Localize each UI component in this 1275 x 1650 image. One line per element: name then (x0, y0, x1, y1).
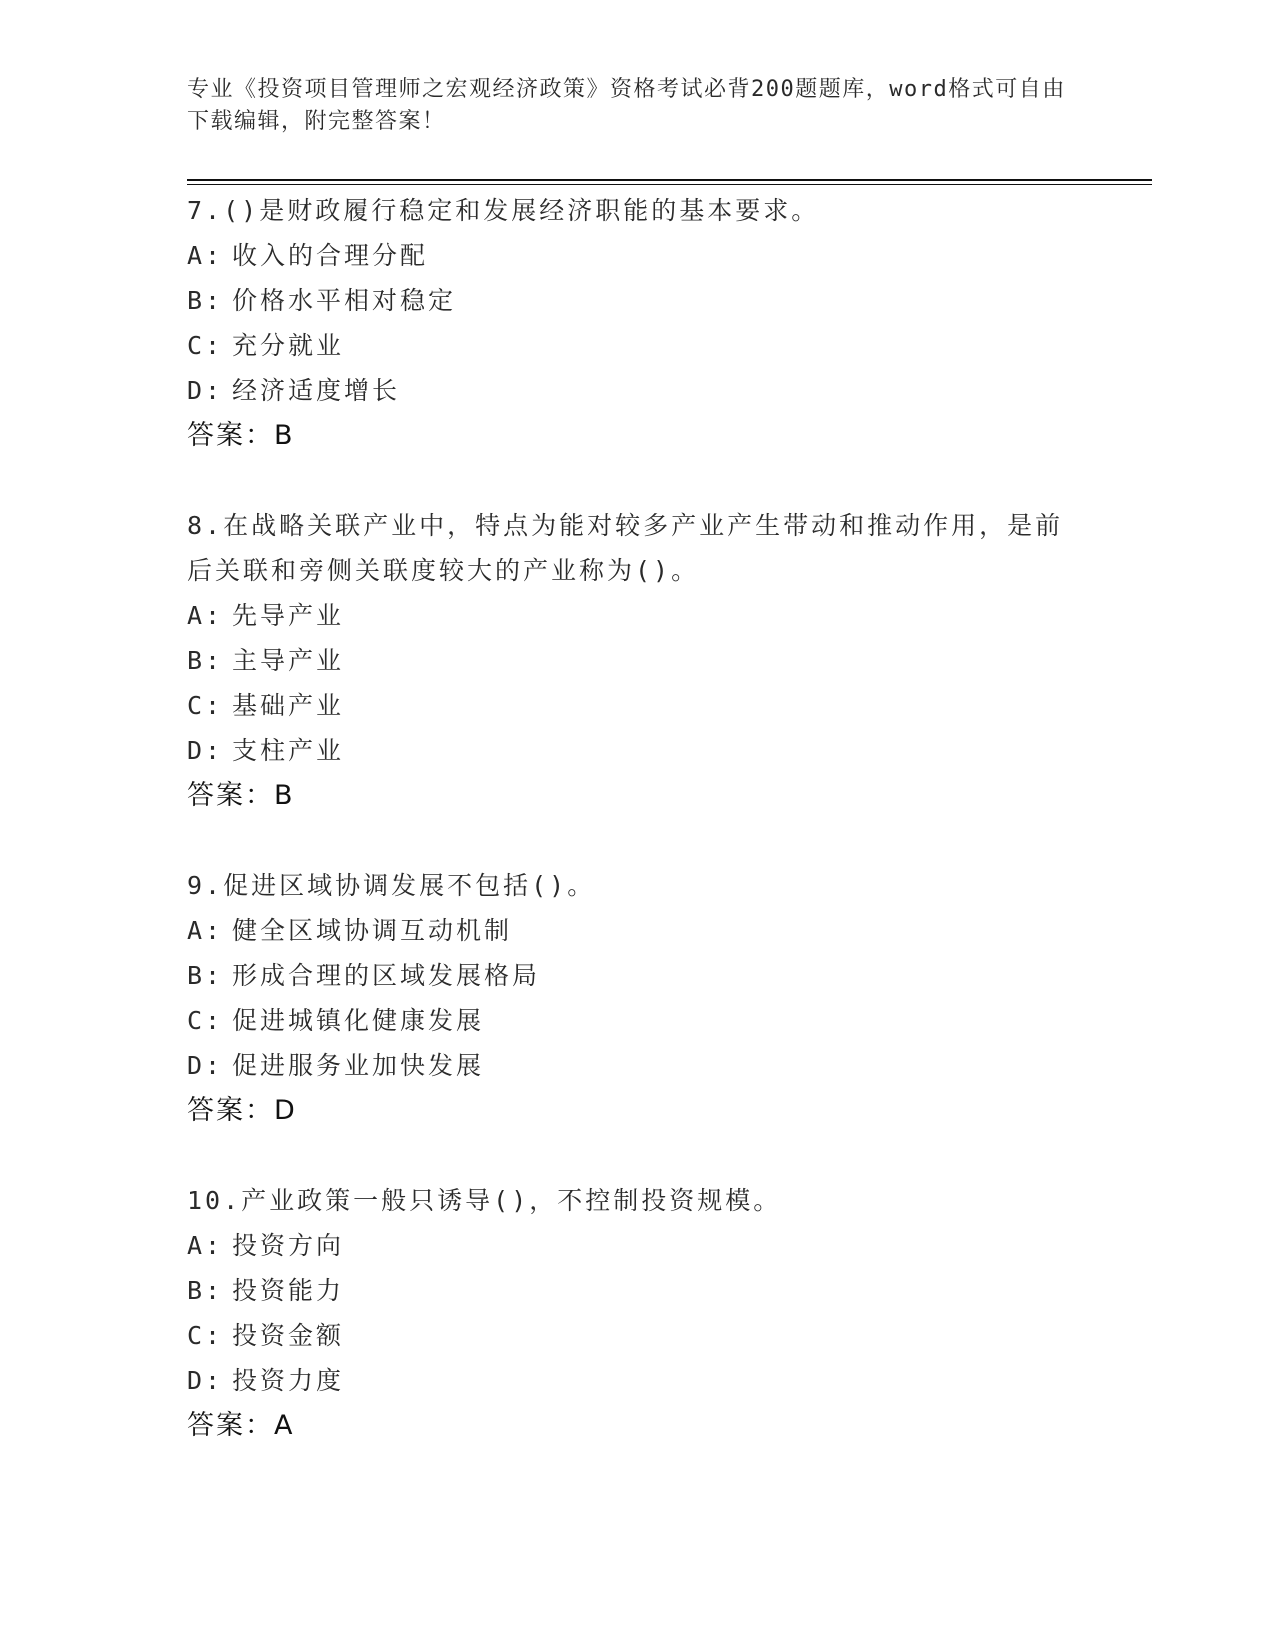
option-key: C: (187, 1006, 224, 1035)
option-text: 投资方向 (232, 1231, 345, 1260)
option-key: D: (187, 1051, 224, 1080)
option-key: B: (187, 961, 224, 990)
option-text: 健全区域协调互动机制 (232, 916, 513, 945)
question-stem: 10.产业政策一般只诱导()，不控制投资规模。 (187, 1186, 782, 1215)
option-key: A: (187, 916, 224, 945)
option-text: 价格水平相对稳定 (232, 286, 457, 315)
option-b (187, 638, 1067, 683)
option-d (187, 368, 1067, 413)
option-text: 充分就业 (232, 331, 345, 360)
option-text: 基础产业 (232, 691, 345, 720)
option-b (187, 1268, 1067, 1313)
option-a (187, 1223, 1067, 1268)
option-c (187, 998, 1067, 1043)
option-text: 经济适度增长 (232, 376, 401, 405)
option-c (187, 323, 1067, 368)
option-c (187, 683, 1067, 728)
option-key: A: (187, 1231, 224, 1260)
option-text: 形成合理的区域发展格局 (232, 961, 541, 990)
option-text: 先导产业 (232, 601, 345, 630)
question-stem: 7.()是财政履行稳定和发展经济职能的基本要求。 (187, 196, 820, 225)
question-9 (187, 863, 1067, 1134)
answer-line: 答案：A (187, 1410, 295, 1441)
option-d (187, 1043, 1067, 1088)
option-key: D: (187, 1366, 224, 1395)
answer-line: 答案：B (187, 420, 295, 451)
option-a (187, 593, 1067, 638)
option-key: D: (187, 376, 224, 405)
option-text: 支柱产业 (232, 736, 345, 765)
option-key: D: (187, 736, 224, 765)
question-8 (187, 503, 1067, 819)
question-stem: 8.在战略关联产业中，特点为能对较多产业产生带动和推动作用，是前后关联和旁侧关联度较大的产业称为()。 (187, 511, 1064, 585)
option-a (187, 233, 1067, 278)
option-text: 主导产业 (232, 646, 345, 675)
answer-line: 答案：D (187, 1095, 297, 1126)
question-stem: 9.促进区域协调发展不包括()。 (187, 871, 596, 900)
option-text: 收入的合理分配 (232, 241, 429, 270)
option-b (187, 278, 1067, 323)
option-key: B: (187, 286, 224, 315)
question-7 (187, 188, 1067, 459)
option-key: B: (187, 646, 224, 675)
option-text: 投资能力 (232, 1276, 345, 1305)
question-10 (187, 1178, 1067, 1449)
option-key: A: (187, 601, 224, 630)
option-key: C: (187, 1321, 224, 1350)
option-text: 促进城镇化健康发展 (232, 1006, 485, 1035)
option-c (187, 1313, 1067, 1358)
option-text: 投资力度 (232, 1366, 345, 1395)
option-d (187, 728, 1067, 773)
option-d (187, 1358, 1067, 1403)
option-b (187, 953, 1067, 998)
document-intro: 专业《投资项目管理师之宏观经济政策》资格考试必背200题题库，word格式可自由下载编辑，附完整答案！ (187, 77, 1066, 134)
option-a (187, 908, 1067, 953)
header-divider-thin (187, 184, 1152, 185)
header-divider-thick (187, 179, 1152, 181)
option-key: A: (187, 241, 224, 270)
option-key: C: (187, 691, 224, 720)
answer-line: 答案：B (187, 780, 295, 811)
option-key: B: (187, 1276, 224, 1305)
option-text: 投资金额 (232, 1321, 345, 1350)
option-text: 促进服务业加快发展 (232, 1051, 485, 1080)
option-key: C: (187, 331, 224, 360)
